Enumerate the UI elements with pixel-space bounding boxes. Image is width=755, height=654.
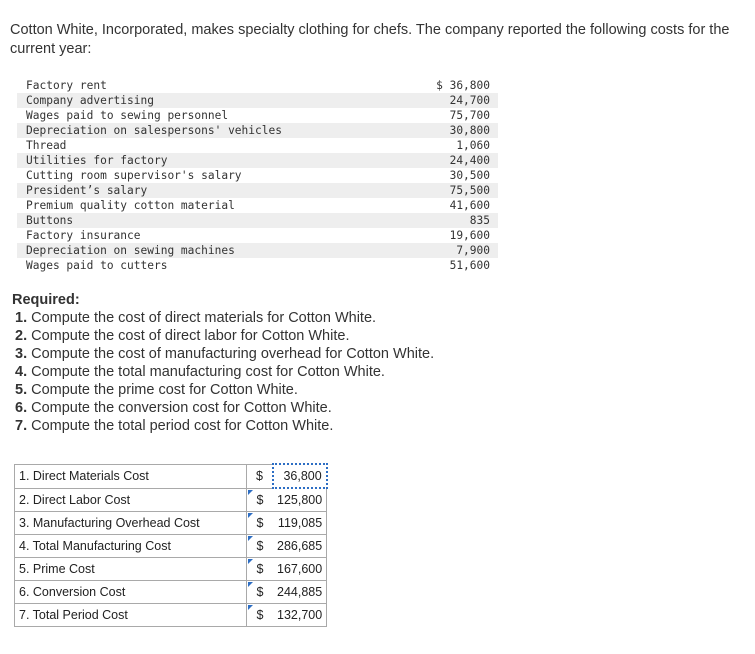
- cost-label: Depreciation on salespersons' vehicles: [26, 124, 282, 137]
- answer-row: [15, 581, 327, 604]
- answer-row: [15, 604, 327, 627]
- required-item: [15, 327, 434, 345]
- currency-symbol: [247, 558, 274, 581]
- cost-amount: 30,800: [449, 124, 490, 137]
- required-section: [12, 291, 434, 435]
- cost-label: Cutting room supervisor's salary: [26, 169, 242, 182]
- required-item-text: Compute the total manufacturing cost for Cotton White.: [31, 364, 385, 380]
- answer-label: 5. Prime Cost: [15, 558, 247, 581]
- cost-amount: 24,400: [449, 154, 490, 167]
- required-item-number: 1.: [15, 310, 28, 326]
- cost-label: President’s salary: [26, 184, 148, 197]
- required-item: [15, 381, 434, 399]
- cost-amount: 24,700: [449, 94, 490, 107]
- cost-amount: $ 36,800: [436, 79, 490, 92]
- cost-row: [17, 228, 498, 243]
- cost-label: Utilities for factory: [26, 154, 168, 167]
- required-item: [15, 417, 434, 435]
- required-item-text: Compute the total period cost for Cotton White.: [31, 418, 334, 434]
- cost-label: Company advertising: [26, 94, 154, 107]
- currency-symbol: [247, 512, 274, 535]
- cost-label: Thread: [26, 139, 67, 152]
- answer-label: 6. Conversion Cost: [15, 581, 247, 604]
- required-item-number: 6.: [15, 400, 28, 416]
- answer-input-direct-materials[interactable]: 36,800: [273, 464, 327, 488]
- cost-row: [17, 138, 498, 153]
- answer-flag-icon: [248, 582, 253, 587]
- cost-row: [17, 198, 498, 213]
- answer-input-direct-labor[interactable]: 125,800: [273, 488, 327, 512]
- cost-list: [17, 78, 498, 275]
- required-item-number: 4.: [15, 364, 28, 380]
- currency-text: $: [256, 492, 264, 507]
- cost-amount: 51,600: [449, 259, 490, 272]
- cost-label: Depreciation on sewing machines: [26, 244, 235, 257]
- answer-input-total-manufacturing[interactable]: 286,685: [273, 535, 327, 558]
- cost-row: [17, 153, 498, 168]
- answer-label: 1. Direct Materials Cost: [15, 464, 247, 488]
- cost-row: [17, 123, 498, 138]
- answer-label: 3. Manufacturing Overhead Cost: [15, 512, 247, 535]
- answer-label: 2. Direct Labor Cost: [15, 488, 247, 512]
- answer-input-conversion-cost[interactable]: 244,885: [273, 581, 327, 604]
- answer-flag-icon: [248, 605, 253, 610]
- cost-amount: 41,600: [449, 199, 490, 212]
- answer-input-prime-cost[interactable]: 167,600: [273, 558, 327, 581]
- answer-row: [15, 558, 327, 581]
- answer-flag-icon: [248, 536, 253, 541]
- required-item-number: 7.: [15, 418, 28, 434]
- currency-symbol: [247, 488, 274, 512]
- required-item-text: Compute the cost of direct labor for Cotton White.: [31, 328, 350, 344]
- currency-text: $: [256, 562, 264, 576]
- answer-row: [15, 512, 327, 535]
- required-item-text: Compute the conversion cost for Cotton White.: [31, 400, 332, 416]
- cost-row: [17, 258, 498, 273]
- required-item-text: Compute the cost of direct materials for Cotton White.: [31, 310, 377, 326]
- currency-text: $: [256, 539, 264, 553]
- currency-text: $: [256, 516, 264, 530]
- currency-symbol: [247, 581, 274, 604]
- currency-text: $: [256, 608, 264, 622]
- cost-amount: 75,700: [449, 109, 490, 122]
- cost-label: Factory insurance: [26, 229, 141, 242]
- required-heading: Required:: [12, 292, 80, 308]
- cost-row: [17, 243, 498, 258]
- cost-amount: 19,600: [449, 229, 490, 242]
- required-item: [15, 399, 434, 417]
- problem-intro: Cotton White, Incorporated, makes specialty clothing for chefs. The company reported the following costs for the current year:: [10, 22, 730, 57]
- cost-amount: 1,060: [456, 139, 490, 152]
- cost-row: [17, 93, 498, 108]
- answer-table: [14, 463, 328, 627]
- currency-symbol: [247, 604, 274, 627]
- cost-row: [17, 108, 498, 123]
- required-item: [15, 363, 434, 381]
- required-item: [15, 309, 434, 327]
- required-list: [12, 309, 434, 435]
- cost-row: [17, 168, 498, 183]
- answer-input-manufacturing-overhead[interactable]: 119,085: [273, 512, 327, 535]
- currency-text: $: [256, 469, 263, 483]
- required-item-text: Compute the cost of manufacturing overhead for Cotton White.: [31, 346, 435, 362]
- answer-input-total-period-cost[interactable]: 132,700: [273, 604, 327, 627]
- required-item: [15, 345, 434, 363]
- cost-label: Wages paid to sewing personnel: [26, 109, 229, 122]
- currency-symbol: [247, 464, 274, 488]
- answer-row: [15, 464, 327, 488]
- cost-label: Factory rent: [26, 79, 107, 92]
- cost-amount: 30,500: [449, 169, 490, 182]
- answer-label: 4. Total Manufacturing Cost: [15, 535, 247, 558]
- answer-row: [15, 535, 327, 558]
- cost-row: [17, 183, 498, 198]
- cost-label: Buttons: [26, 214, 74, 227]
- currency-text: $: [256, 585, 264, 599]
- answer-flag-icon: [248, 559, 253, 564]
- required-item-text: Compute the prime cost for Cotton White.: [31, 382, 298, 398]
- cost-amount: 7,900: [456, 244, 490, 257]
- required-item-number: 2.: [15, 328, 28, 344]
- currency-symbol: [247, 535, 274, 558]
- required-item-number: 3.: [15, 346, 28, 362]
- cost-amount: 75,500: [449, 184, 490, 197]
- answer-row: [15, 488, 327, 512]
- cost-label: Premium quality cotton material: [26, 199, 235, 212]
- answer-flag-icon: [248, 513, 253, 518]
- cost-amount: 835: [469, 214, 490, 227]
- cost-label: Wages paid to cutters: [26, 259, 168, 272]
- required-item-number: 5.: [15, 382, 28, 398]
- answer-flag-icon: [248, 490, 253, 495]
- cost-row: [17, 213, 498, 228]
- cost-row: [17, 78, 498, 93]
- answer-label: 7. Total Period Cost: [15, 604, 247, 627]
